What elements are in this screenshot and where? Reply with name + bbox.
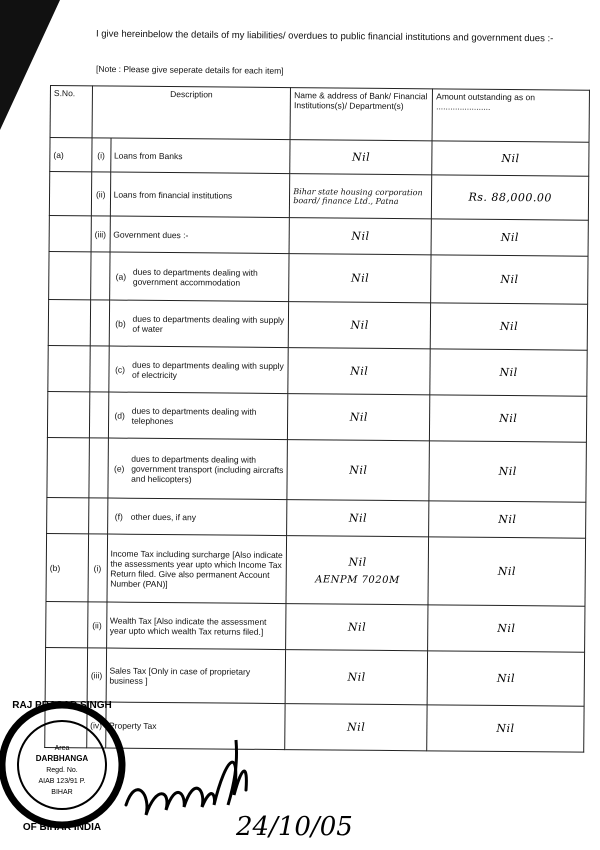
row-bank [287,500,429,537]
row-sno [47,437,89,497]
row-sno: (b) [46,533,88,601]
row-amount-value: Nil [499,319,519,334]
row-bank-value: Nil [349,463,368,477]
table-row [48,299,587,350]
handwritten-signature [116,735,353,845]
row-description-text: Loans from financial institutions [113,189,233,201]
row-description [107,534,287,604]
row-sub-index: (iv) [86,702,105,748]
row-bank [289,218,431,255]
table-row [48,345,587,396]
row-amount [431,255,588,304]
row-sub-index [89,392,108,438]
row-sub-index [90,346,109,392]
row-description-text: Sales Tax [Only in case of proprietary business ] [109,665,251,686]
row-bank-value: Nil [348,511,368,525]
row-sno [49,215,91,251]
row-bank [288,302,430,349]
row-amount [430,395,587,442]
table-row [46,533,586,606]
row-sno [48,299,90,345]
row-description [108,346,288,394]
row-amount-value: Nil [499,365,518,380]
row-bank [289,254,431,303]
row-sno: (a) [50,138,92,172]
header-description: Description [92,86,291,140]
header-amount: Amount outstanding as on ....................... [432,89,589,142]
dues-table-body [45,138,589,753]
intro-text: I give hereinbelow the details of my liabilities/ overdues to public financial institutions and government dues :- [95,28,554,45]
row-letter: (b) [115,318,126,329]
row-description-text: Loans from Banks [113,150,183,161]
row-bank-value: Nil [348,555,367,569]
row-bank [286,604,428,651]
row-amount [427,651,584,706]
svg-text:OF BIHAR INDIA: OF BIHAR INDIA [22,822,102,833]
row-amount-value: Nil [498,512,517,527]
row-description-text: dues to departments dealing with telephones [131,405,257,426]
row-amount-value: Nil [496,671,516,686]
row-sub-index: (ii) [87,602,106,648]
row-description-text: other dues, if any [130,511,197,522]
table-row [49,172,588,221]
row-description [107,498,287,536]
row-sub-index [89,438,108,498]
row-letter: (d) [114,410,125,421]
svg-text:AIAB 123/91 P.: AIAB 123/91 P. [38,778,86,785]
note-text: [Note : Please give seperate details for each item] [95,63,284,76]
row-bank [288,348,430,395]
row-description [106,602,286,650]
row-amount [432,141,589,176]
row-sub-index: (i) [88,534,107,602]
svg-text:Regd. No.: Regd. No. [46,767,78,774]
row-bank-value: Nil [350,364,369,378]
row-description [108,392,288,440]
row-amount [431,219,588,256]
row-sub-index [90,252,109,300]
row-description [107,438,287,500]
row-sub-index [88,498,107,534]
dues-table [44,85,590,753]
row-description-text: Income Tax including surcharge [Also indicate the assessments year upto which Income Tax Return filed. Give also permanent Account Number (PAN)] [110,548,283,589]
row-sno [49,251,91,299]
row-bank-value: Nil [351,229,370,243]
row-sub-index [90,300,109,346]
row-amount-value: Nil [496,721,515,736]
signature-date: 24/10/05 [236,812,353,842]
row-sno [46,601,88,647]
row-sub-index: (iii) [87,648,106,702]
row-amount-value: Nil [497,564,517,579]
table-row [49,251,588,304]
row-description-text: dues to departments dealing with supply of electricity [132,359,284,380]
header-bank: Name & address of Bank/ Financial Institutions(s)/ Department(s) [290,88,432,141]
table-row [49,215,588,256]
row-description-text: dues to departments dealing with government transport (including aircrafts and helicopters) [131,453,284,484]
row-description-text: Property Tax [108,720,157,731]
row-amount [427,705,584,752]
row-bank-value: Nil [347,720,366,734]
row-description [106,648,286,704]
table-row [47,437,587,502]
row-amount-value: Nil [500,272,519,287]
row-bank-value: Nil [350,318,369,332]
row-amount [432,175,589,220]
header-sno: S.No. [50,86,92,138]
row-sno [49,172,91,216]
row-bank-value: Nil [349,410,369,424]
row-description [110,216,290,254]
row-amount-value: Nil [501,151,520,166]
row-sno [48,345,90,391]
row-letter: (e) [113,463,125,474]
row-amount [430,303,587,350]
row-amount-value: Nil [500,230,519,245]
row-sno [47,497,89,533]
row-amount [429,501,586,538]
row-description-text: dues to departments dealing with government accommodation [132,266,258,288]
row-amount [428,605,585,652]
row-description-text: Wealth Tax [Also indicate the assessment year upto which wealth Tax returns filed.] [109,615,267,637]
row-bank-value: Nil [347,670,366,684]
table-row [47,391,586,442]
row-description-text: Government dues :- [113,229,189,240]
row-sub-index: (ii) [91,172,110,216]
row-pan-value: AENPM 7020M [315,573,400,586]
svg-text:BIHAR: BIHAR [51,789,73,796]
row-bank [288,394,430,441]
row-description [109,300,289,348]
row-letter: (a) [115,271,127,282]
row-description [110,172,290,218]
row-bank [285,650,428,705]
table-row [45,647,584,706]
row-letter: (f) [114,511,123,522]
row-bank [287,440,430,501]
dues-table-wrap [44,85,590,753]
svg-text:RAJ PRASAD SINGH: RAJ PRASAD SINGH [12,700,112,711]
svg-text:DARBHANGA: DARBHANGA [35,754,89,763]
table-row [47,497,586,538]
official-seal [0,690,124,840]
row-sno [47,391,89,437]
row-description [110,138,290,174]
row-bank [290,174,432,219]
table-row [46,601,585,652]
table-row [50,138,589,177]
row-bank [286,536,429,605]
row-amount-value: Nil [499,411,518,426]
row-description-text: dues to departments dealing with supply of water [132,313,285,334]
row-bank-value: Nil [350,271,370,285]
row-amount-value: Nil [498,464,517,479]
row-letter: (c) [115,364,126,375]
row-bank [290,140,432,175]
row-sub-index: (iii) [91,216,110,252]
row-bank-value: Nil [351,150,371,164]
row-amount [430,349,587,396]
row-amount-value: Rs. 88,000.00 [468,190,552,205]
row-sub-index: (i) [92,138,111,172]
row-amount [428,537,585,606]
row-description [109,252,289,302]
row-bank-value: Bihar state housing corporation board/ finance Ltd., Patna [293,186,423,206]
row-bank-value: Nil [347,620,367,634]
row-amount [429,441,586,502]
svg-text:Area: Area [54,745,70,752]
row-amount-value: Nil [497,621,516,636]
